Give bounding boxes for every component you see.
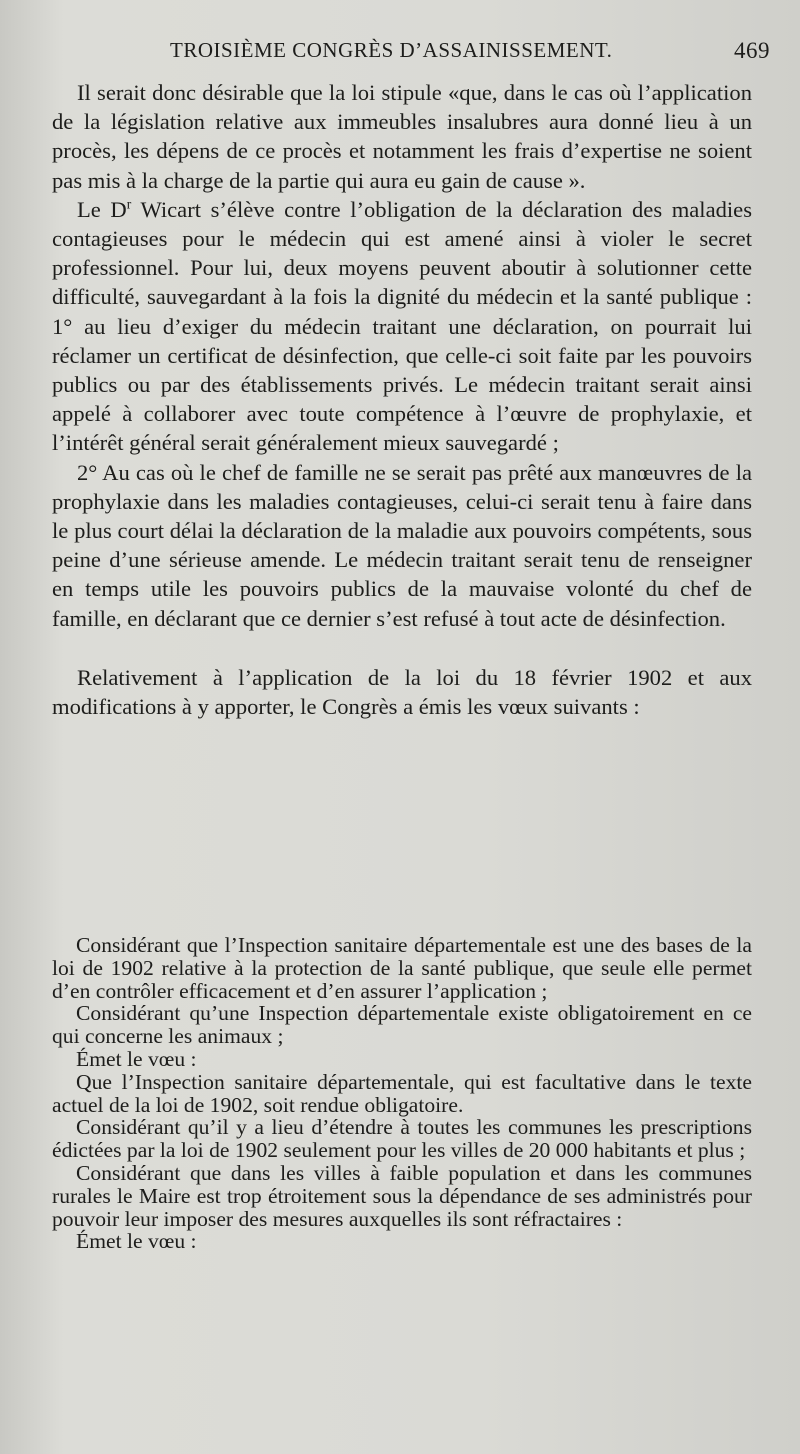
paragraph-law-1902: Relativement à l’application de la loi du 18 février 1902 et aux modifications à y apporter, le Congrès a émis les vœux suivants : [52,664,752,720]
resolution-emet-2: Émet le vœu : [76,1229,197,1254]
resolutions [52,934,752,1253]
resolution-emet-1: Émet le vœu : [76,1046,197,1071]
running-title: TROISIÈME CONGRÈS D’ASSAINISSEMENT. [170,38,613,62]
resolution-considerant-2: Considérant qu’une Inspection départementale existe obligatoirement en ce qui concerne les animaux ; [52,1001,752,1049]
doctor-abbrev-sup: r [126,196,132,212]
resolution-considerant-3: Considérant qu’il y a lieu d’étendre à toutes les communes les prescriptions édictées par la loi de 1902 seulement pour les villes de 20 000 habitants et plus ; [52,1115,752,1163]
spacer [52,633,752,663]
doctor-abbrev: Le D [77,196,127,222]
page-number: 469 [734,38,770,63]
resolution-considerant-4: Considérant que dans les villes à faible population et dans les communes rurales le Maire est trop étroitement sous la dépendance de ses administrés pour pouvoir leur imposer des mesures auxquelles ils sont réfractaires : [52,1160,752,1231]
resolution-voeu-1: Que l’Inspection sanitaire départementale, qui est facultative dans le texte actuel de la loi de 1902, soit rendue obligatoire. [52,1069,752,1117]
paragraph-expertise-costs: Il serait donc désirable que la loi stipule «que, dans le cas où l’application de la législation relative aux immeubles insalubres aura donné lieu à un procès, les dépens de ce procès et notamment les frais d’expertise ne soient pas mis à la charge de la partie qui aura eu gain de cause ». [52,80,752,193]
paragraph-wicart [52,195,752,458]
main-text [52,78,752,721]
paragraph-wicart-text: Wicart s’élève contre l’obligation de la déclaration des maladies contagieuses pour le médecin qui est amené ainsi à violer le secret professionnel. Pour lui, deux moyens peuvent aboutir à solutionner cette difficulté, sauvegardant à la fois la dignité du médecin et la santé publique : 1° au lieu d’exiger du médecin traitant une déclaration, on pourrait lui réclamer un certificat de désinfection, que celle-ci soit faite par les pouvoirs publics ou par des établissements privés. Le médecin traitant serait ainsi appelé à collaborer avec toute compétence à l’œuvre de prophylaxie, et l’intérêt général serait généralement mieux sauvegardé ; [52,196,753,456]
resolution-considerant-1: Considérant que l’Inspection sanitaire départementale est une des bases de la loi de 1902 relative à la protection de la santé publique, que seule elle permet d’en contrôler efficacement et d’en assurer l’application ; [52,933,752,1003]
paragraph-head-of-family: 2° Au cas où le chef de famille ne se serait pas prêté aux manœuvres de la prophylaxie dans les maladies contagieuses, celui-ci serait tenu à faire dans le plus court délai la déclaration de la maladie aux pouvoirs compétents, sous peine d’une sérieuse amende. Le médecin traitant serait tenu de renseigner en temps utile les pouvoirs publics de la mauvaise volonté du chef de famille, en déclarant que ce dernier s’est refusé à tout acte de désinfection. [52,459,752,631]
